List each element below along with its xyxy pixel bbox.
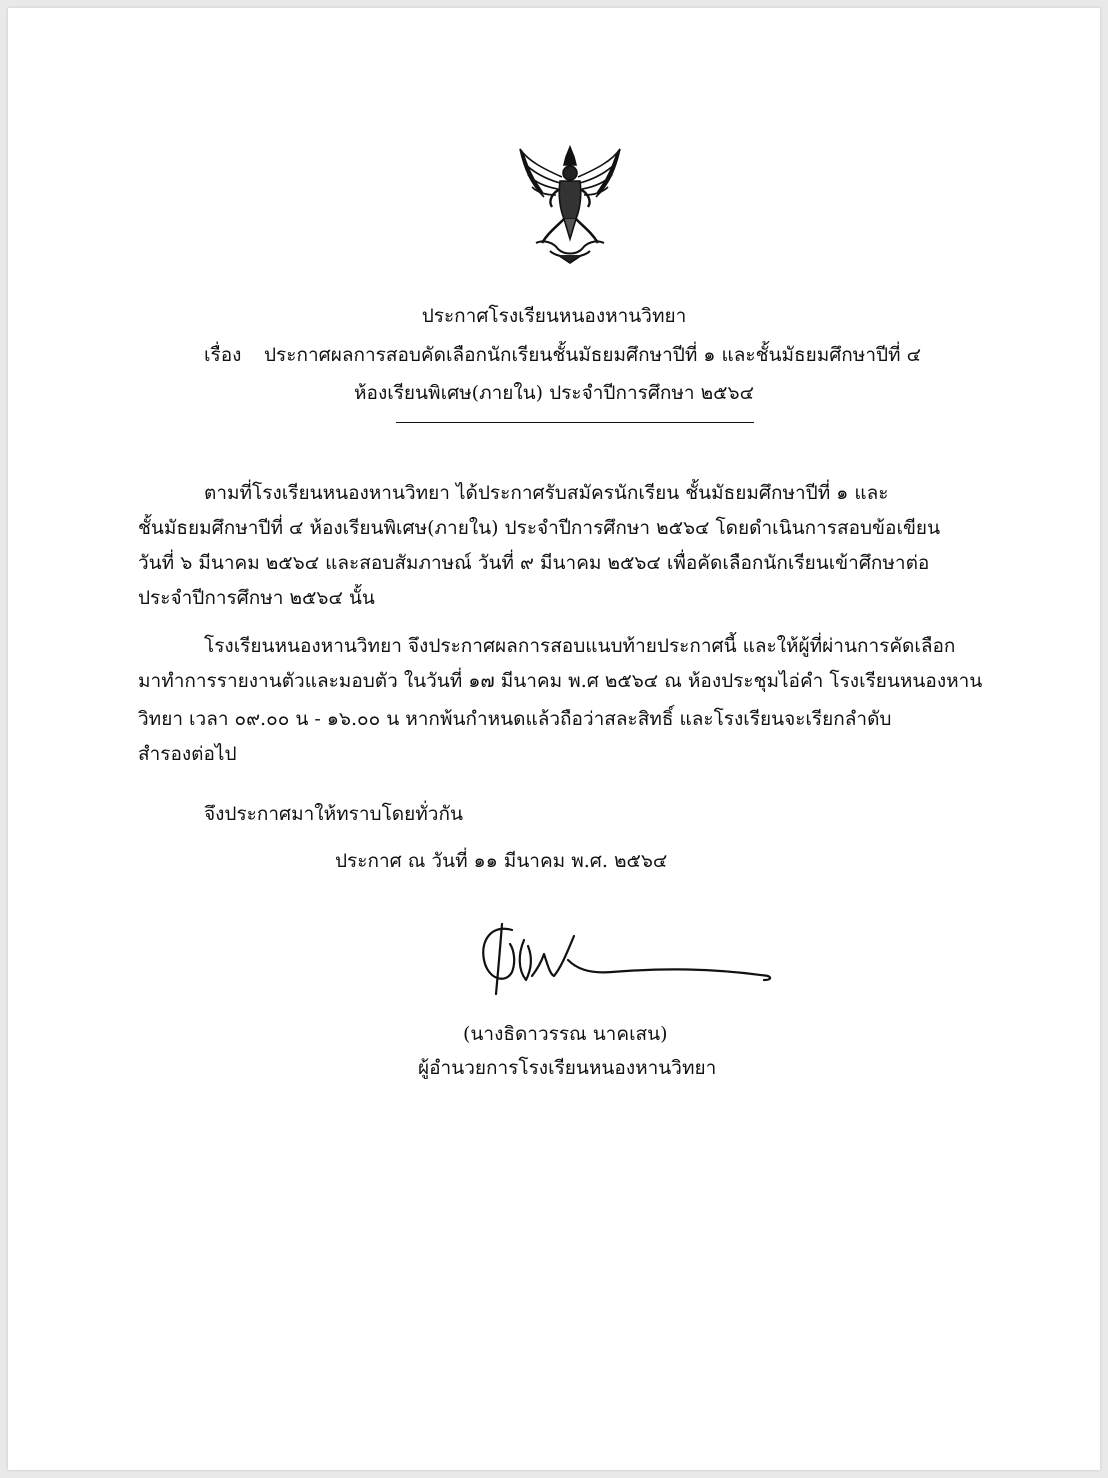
announcement-date: ประกาศ ณ วันที่ ๑๑ มีนาคม พ.ศ. ๒๕๖๔ [335,850,668,872]
paragraph-1-line-2: ชั้นมัธยมศึกษาปีที่ ๔ ห้องเรียนพิเศษ(ภายใน) ประจำปีการศึกษา ๒๕๖๔ โดยดำเนินการสอบข้อเขียน [138,517,941,539]
closing-statement: จึงประกาศมาให้ทราบโดยทั่วกัน [204,803,463,825]
paragraph-2-line-1: โรงเรียนหนองหานวิทยา จึงประกาศผลการสอบแนบท้ายประกาศนี้ และให้ผู้ที่ผ่านการคัดเลือก [204,635,956,657]
paragraph-2-line-3: วิทยา เวลา ๐๙.๐๐ น - ๑๖.๐๐ น หากพ้นกำหนดแล้วถือว่าสละสิทธิ์ และโรงเรียนจะเรียกลำดับ [138,708,892,730]
subject-line-2: ห้องเรียนพิเศษ(ภายใน) ประจำปีการศึกษา ๒๕๖๔ [354,382,754,404]
signatory-name: (นางธิดาวรรณ นาคเสน) [463,1023,668,1045]
paragraph-2-line-4: สำรองต่อไป [138,743,237,765]
paragraph-1-line-1: ตามที่โรงเรียนหนองหานวิทยา ได้ประกาศรับสมัครนักเรียน ชั้นมัธยมศึกษาปีที่ ๑ และ [204,482,889,504]
document-page [8,8,1100,1470]
signatory-position: ผู้อำนวยการโรงเรียนหนองหานวิทยา [418,1057,717,1079]
paragraph-1-line-4: ประจำปีการศึกษา ๒๕๖๔ นั้น [138,587,375,609]
paragraph-2-line-2: มาทำการรายงานตัวและมอบตัว ในวันที่ ๑๗ มีนาคม พ.ศ ๒๕๖๔ ณ ห้องประชุมไอ่คำ โรงเรียนหนองหาน [138,670,983,692]
title-divider [396,422,754,423]
subject-line-1: ประกาศผลการสอบคัดเลือกนักเรียนชั้นมัธยมศึกษาปีที่ ๑ และชั้นมัธยมศึกษาปีที่ ๔ [264,344,922,366]
garuda-emblem-icon [514,143,626,265]
paragraph-1-line-3: วันที่ ๖ มีนาคม ๒๕๖๔ และสอบสัมภาษณ์ วันที่ ๙ มีนาคม ๒๕๖๔ เพื่อคัดเลือกนักเรียนเข้าศึกษาต่อ [138,552,930,574]
signature-image [472,910,782,1010]
subject-prefix: เรื่อง [204,344,242,366]
announcement-title: ประกาศโรงเรียนหนองหานวิทยา [421,305,687,327]
